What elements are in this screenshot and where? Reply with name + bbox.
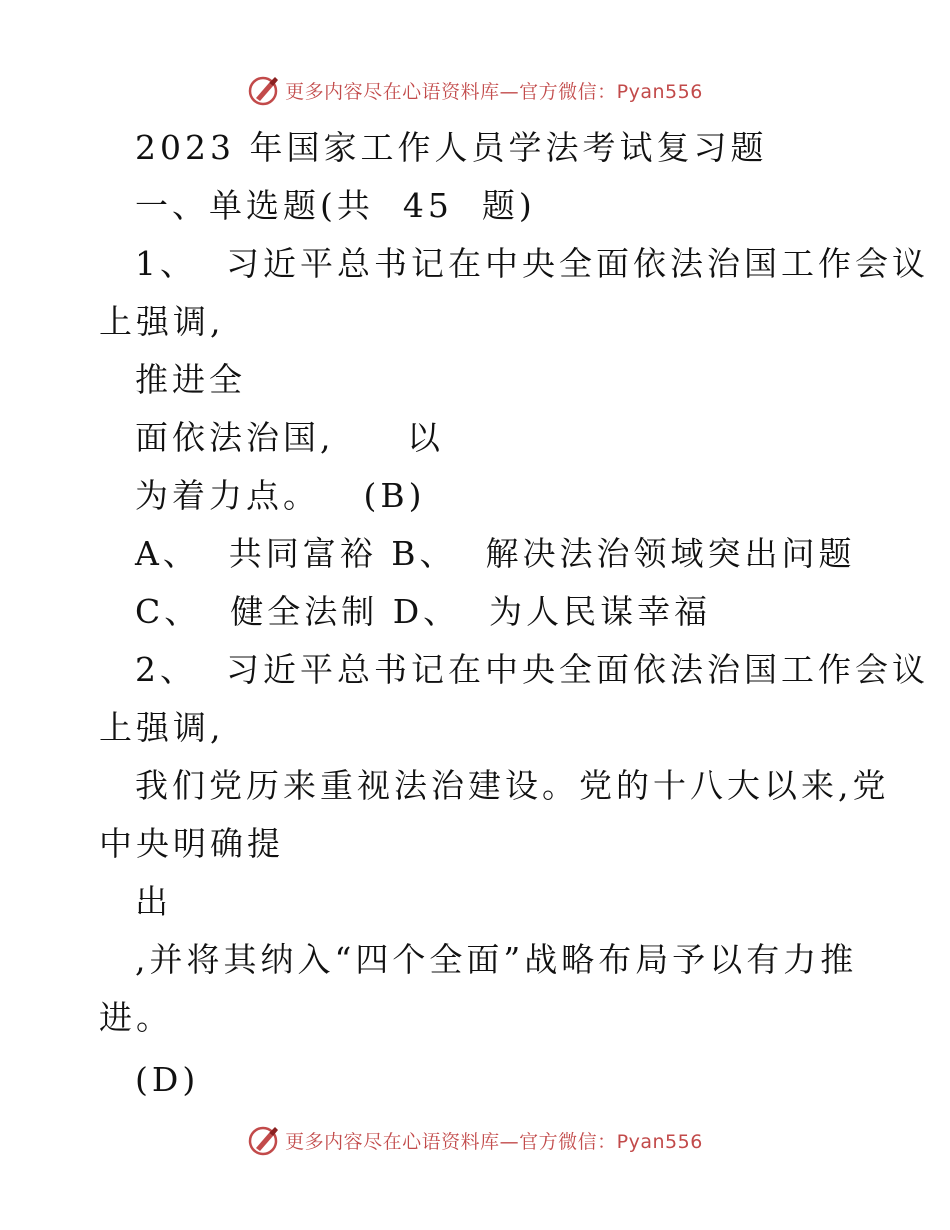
- question-2-line-1: 2、 习近平总书记在中央全面依法治国工作会议: [135, 650, 929, 689]
- question-2-line-3: 我们党历来重视法治建设。党的十八大以来,党: [135, 766, 890, 805]
- question-2-line-2: 上强调,: [99, 708, 225, 747]
- watermark-text: 更多内容尽在心语资料库—官方微信：Pyan556: [285, 80, 703, 103]
- question-2-line-7: 进。: [99, 998, 173, 1037]
- question-1-options-cd: C、 健全法制 D、 为人民谋幸福: [135, 592, 712, 631]
- question-2-line-5: 出: [135, 882, 172, 921]
- question-1-options-ab: A、 共同富裕 B、 解决法治领域突出问题: [135, 534, 856, 573]
- pen-logo-icon: [247, 1123, 281, 1157]
- watermark-text: 更多内容尽在心语资料库—官方微信：Pyan556: [285, 1130, 703, 1153]
- document-title: 2023 年国家工作人员学法考试复习题: [135, 128, 768, 167]
- question-2-line-4: 中央明确提: [99, 824, 284, 863]
- question-1-answer: 为着力点。 (B): [135, 476, 426, 515]
- watermark-footer: [0, 1120, 950, 1160]
- question-1-line-3: 推进全: [135, 360, 246, 399]
- pen-logo-icon: [247, 73, 281, 107]
- question-2-line-6: ,并将其纳入“四个全面”战略布局予以有力推: [135, 940, 858, 979]
- watermark-header: [0, 70, 950, 110]
- question-1-line-1: 1、 习近平总书记在中央全面依法治国工作会议: [135, 244, 929, 283]
- question-1-line-2: 上强调,: [99, 302, 225, 341]
- section-heading: 一、单选题(共 45 题): [135, 186, 536, 225]
- question-1-line-4: 面依法治国, 以: [135, 418, 444, 457]
- question-2-answer: (D): [135, 1060, 200, 1099]
